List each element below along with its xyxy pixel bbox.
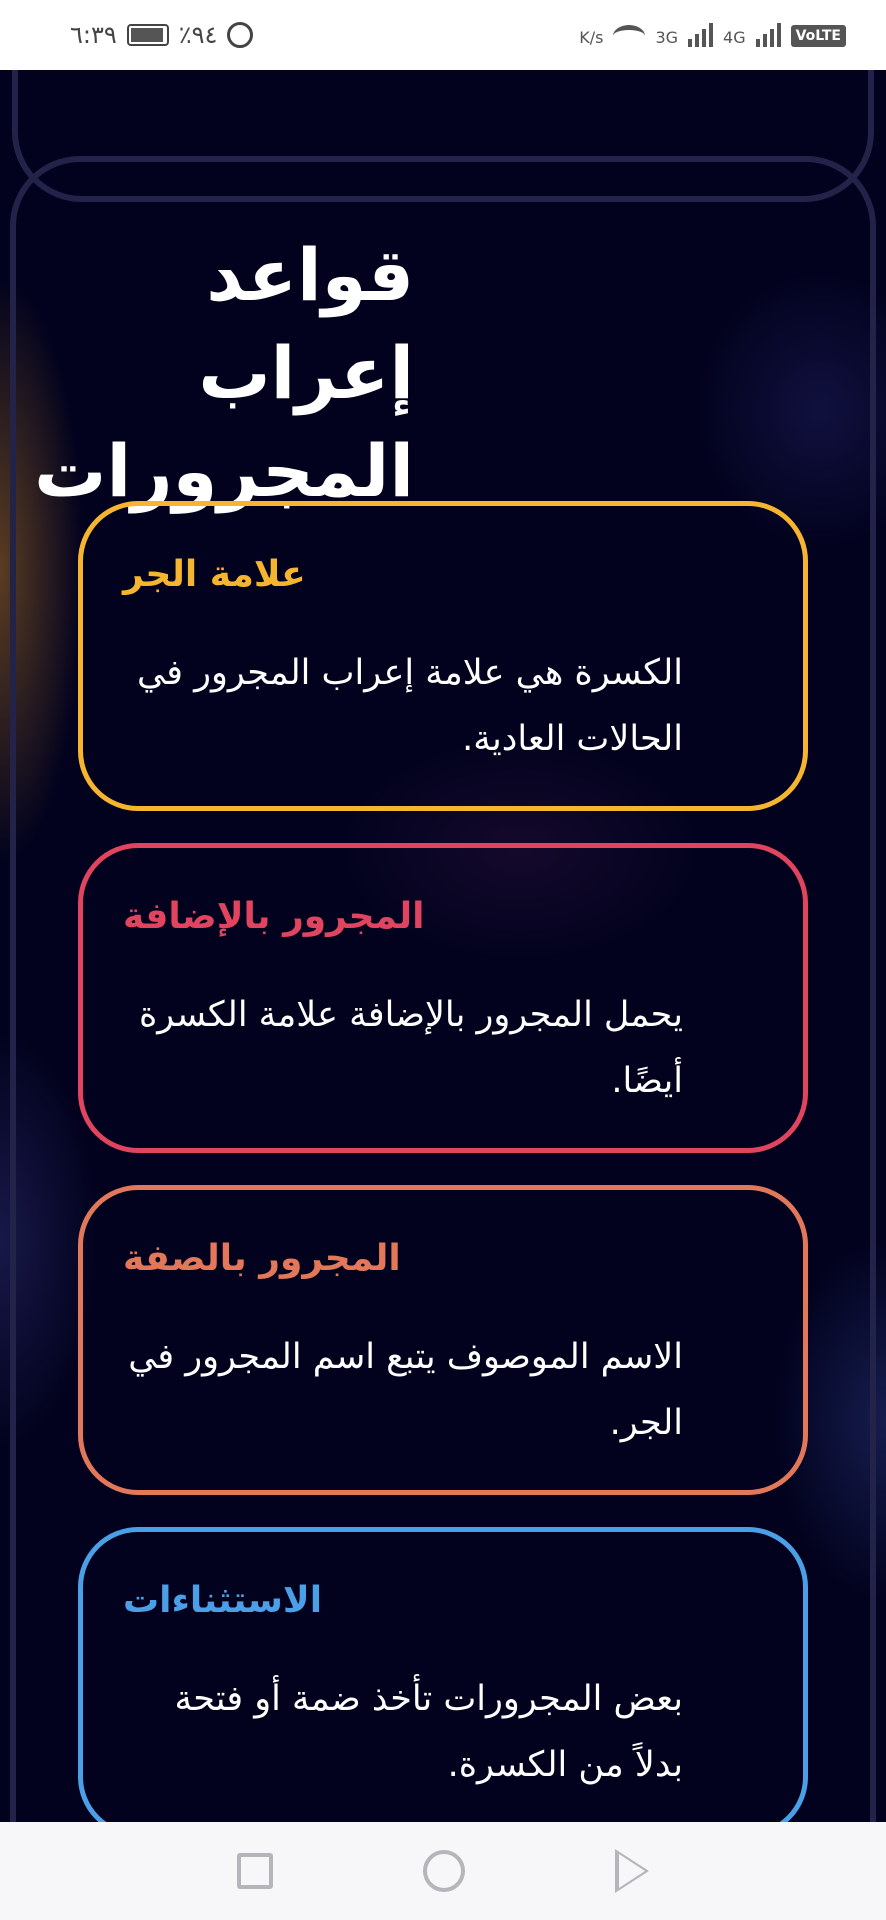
back-triangle-icon[interactable]	[615, 1849, 649, 1893]
rule-title: المجرور بالإضافة	[123, 896, 425, 937]
volte-badge: VoLTE	[791, 25, 846, 47]
page-title-line2: المجرورات	[34, 429, 414, 513]
status-time: ٦:٣٩	[70, 21, 117, 49]
navigation-bar	[0, 1822, 886, 1920]
battery-percent: ٪٩٤	[178, 21, 218, 49]
signal-bars-icon	[688, 23, 713, 47]
rule-body: الاسم الموصوف يتبع اسم المجرور في الجر.	[128, 1337, 683, 1443]
rule-card-exceptions[interactable]	[78, 1527, 808, 1822]
rule-card-idafa[interactable]	[78, 843, 808, 1153]
rule-title: المجرور بالصفة	[123, 1238, 401, 1279]
network-speed: K/s	[579, 28, 604, 47]
status-right	[579, 23, 846, 47]
page-title-line1: قواعد إعراب	[198, 233, 414, 415]
square-icon[interactable]	[237, 1853, 273, 1889]
rule-title: الاستثناءات	[123, 1580, 323, 1621]
signal-3g-label: 3G	[655, 28, 679, 47]
rule-body: الكسرة هي علامة إعراب المجرور في الحالات العادية.	[137, 653, 683, 759]
rule-body: يحمل المجرور بالإضافة علامة الكسرة أيضًا.	[138, 995, 683, 1101]
signal-bars-icon	[756, 23, 781, 47]
rule-card-sign[interactable]	[78, 501, 808, 811]
page-title	[0, 226, 500, 520]
rule-body: بعض المجرورات تأخذ ضمة أو فتحة بدلاً من الكسرة.	[174, 1679, 683, 1785]
main-content[interactable]	[0, 70, 886, 1822]
wifi-icon	[613, 25, 645, 47]
rule-title: علامة الجر	[123, 554, 306, 595]
battery-icon	[127, 24, 169, 46]
signal-4g-label: 4G	[723, 28, 746, 47]
alarm-icon	[227, 22, 253, 48]
status-left	[70, 21, 253, 49]
rule-card-sifa[interactable]	[78, 1185, 808, 1495]
status-bar	[0, 0, 886, 70]
circle-icon[interactable]	[423, 1850, 465, 1892]
